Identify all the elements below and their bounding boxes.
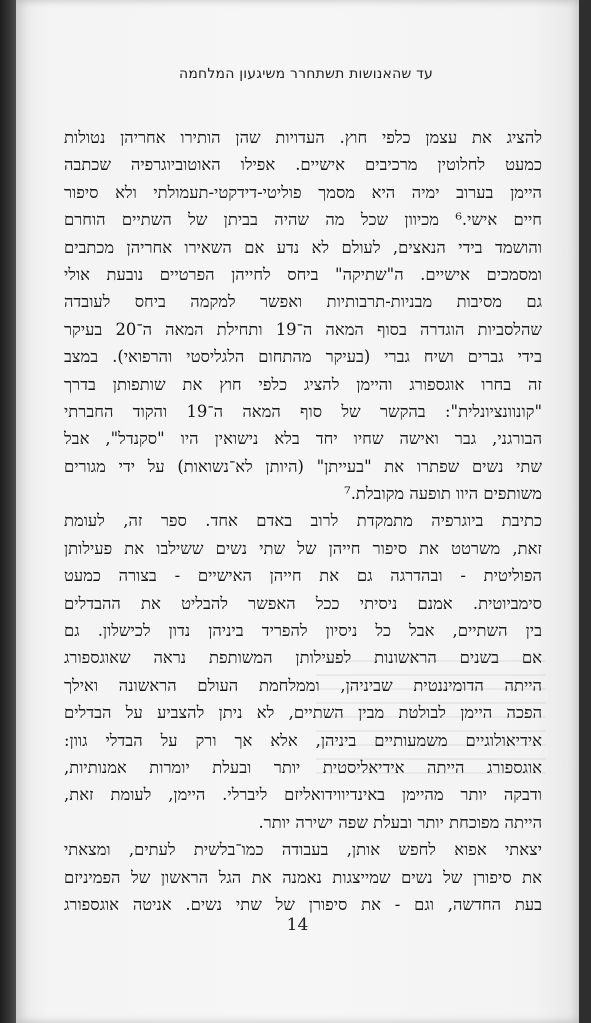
text-line: גם מסיבות מבניות-תרבותיות ואפשר למקמה ביחס לעובדה <box>64 292 542 312</box>
text-line: אידיאולוגיים משמעותיים ביניהן, אלא אך ורק על הבדלי גוון: <box>64 730 542 750</box>
text-line: הפוליטית - ובהדרגה גם את חייהן האישיים - בצורה כמעט <box>64 566 542 586</box>
text-line: שתי נשים שפתרו את "בעייתן" (היותן לא־נשואות) על ידי מגורים <box>64 456 542 476</box>
text-line: ודבקה יותר מהיימן באינדיווידואליזם ליברלי. היימן, לעומת זאת, <box>64 785 542 805</box>
text-line: ומסמכים אישיים. ה"שתיקה" ביחס לחייהן הפרטיים נובעת אולי <box>64 264 542 284</box>
text-line: בעת החדשה, וגם - את סיפורן של שתי נשים. אניטה אוגספורג <box>64 894 542 914</box>
text-line: אוגספורג הייתה אידיאליסטית יותר ובעלת יומרות אמנותיות, <box>64 757 542 777</box>
text-line: הייתה מפוכחת יותר ובעלת שפה ישירה יותר. <box>258 812 542 832</box>
book-page <box>16 0 579 1023</box>
text-line: הפכה היימן לבולטת מבין השתיים, לא ניתן להצביע על הבדלים <box>64 703 542 723</box>
paragraph <box>64 836 542 918</box>
page-number: 14 <box>286 915 309 935</box>
text-line: את סיפורן של נשים שמייצגות נאמנה את הגל הראשון של הפמיניזם <box>64 867 542 887</box>
paragraph <box>64 507 542 836</box>
text-line: זה בחרו אוגספורג והיימן להציג כלפי חוץ את שותפותן בדרך <box>64 374 542 394</box>
text-line: שהלסביות הוגדרה בסוף המאה ה־19 ותחילת המאה ה־20 בעיקר <box>64 319 542 339</box>
text-line: זאת, משרטט את סיפור חייהן של שתי נשים ששילבו את פעילותן <box>64 538 542 558</box>
text-line: אם בשנים הראשונות לפעילותן המשותפת נראה שאוגספורג <box>64 648 542 668</box>
text-line: להציג את עצמן כלפי חוץ. העדויות שהן הותירו אחריהן נטולות <box>64 128 542 147</box>
text-line: הבורגני, גבר ואישה שחיו יחד בלא נישואין היו "סקנדל", אבל <box>64 429 542 449</box>
text-line: בין השתיים, אבל כל ניסיון להפריד ביניהן נדון לכישלון. גם <box>64 621 542 641</box>
text-line: סימביוטית. אמנם ניסיתי ככל האפשר להבליט את ההבדלים <box>64 593 542 613</box>
text-line: יצאתי אפוא לחפש אותן, בעבודה כמו־בלשית לעתים, ומצאתי <box>64 840 542 860</box>
text-line: היימן בערוב ימיה היא מסמך פוליטי-דידקטי-תעמולתי ולא סיפור <box>64 182 542 202</box>
text-line: והושמד בידי הנאצים, לעולם לא נדע אם השאירו אחריהן מכתבים <box>64 237 542 257</box>
text-line: חיים אישי.⁶ מכיוון שכל מה שהיה בביתן של השתיים הוחרם <box>64 210 542 230</box>
text-line: משותפים היוו תופעה מקובלת.⁷ <box>344 484 542 504</box>
text-line: הייתה הדומיננטית שביניהן, וממלחמת העולם הראשונה ואילך <box>64 675 542 695</box>
page-body <box>64 124 542 918</box>
text-line: "קונוונציונלית": בהקשר של סוף המאה ה־19 והקוד החברתי <box>64 401 542 421</box>
text-line: כמעט לחלוטין מרכיבים אישיים. אפילו האוטוביוגרפיה שכתבה <box>64 155 542 175</box>
text-line: כתיבת ביוגרפיה מתמקדת לרוב באדם אחד. ספר זה, לעומת <box>64 511 542 531</box>
paragraph <box>64 124 542 507</box>
text-line: בידי גברים ושיח גברי (בעיקר מהתחום הלגליסטי והרפואי). במצב <box>64 347 542 367</box>
running-header: עד שהאנושות תשתחרר משיגעון המלחמה <box>179 66 433 82</box>
